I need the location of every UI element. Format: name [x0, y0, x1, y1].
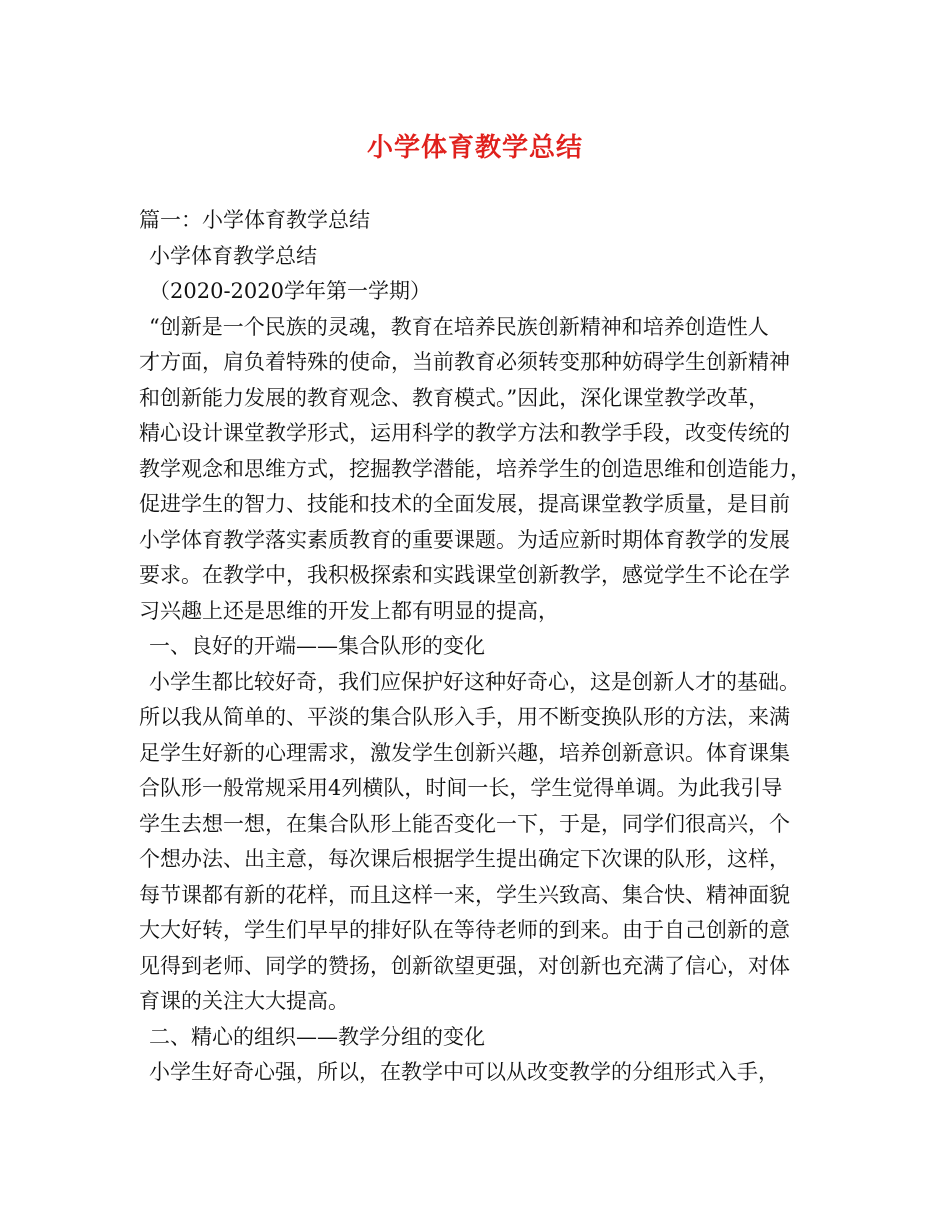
body-line: 见得到老师、同学的赞扬，创新欲望更强，对创新也充满了信心，对体: [139, 953, 790, 978]
body-line: 个想办法、出主意，每次课后根据学生提出确定下次课的队形，这样，: [139, 847, 790, 871]
body-line: 育课的关注大大提高。: [139, 989, 349, 1013]
body-line: 每节课都有新的花样，而且这样一来，学生兴致高、集合快、精神面貌: [139, 882, 790, 907]
body-line: （2020-2020学年第一学期）: [149, 279, 431, 303]
body-line: 小学生好奇心强，所以，在教学中可以从改变教学的分组形式入手，: [149, 1060, 779, 1084]
body-line: “创新是一个民族的灵魂，教育在培养民族创新精神和培养创造性人: [149, 314, 769, 339]
body-line: 习兴趣上还是思维的开发上都有明显的提高，: [139, 598, 559, 623]
body-line: 合队形一般常规采用4列横队，时间一长，学生觉得单调。为此我引导: [139, 776, 783, 800]
body-line: 小学体育教学总结: [149, 243, 317, 268]
document-title: 小学体育教学总结: [366, 133, 583, 163]
body-line: 所以我从简单的、平淡的集合队形入手，用不断变换队形的方法，来满: [139, 705, 790, 729]
body-line: 学生去想一想，在集合队形上能否变化一下，于是，同学们很高兴，个: [139, 811, 790, 836]
document-body: [139, 203, 839, 1091]
body-line: 一、良好的开端——集合队形的变化: [149, 634, 485, 658]
body-line: 促进学生的智力、技能和技术的全面发展，提高课堂教学质量，是目前: [139, 492, 790, 516]
body-line: 小学体育教学落实素质教育的重要课题。为适应新时期体育教学的发展: [139, 527, 790, 552]
body-line: 和创新能力发展的教育观念、教育模式。”因此，深化课堂教学改革，: [139, 385, 770, 410]
body-line: 才方面，肩负着特殊的使命，当前教育必须转变那种妨碍学生创新精神: [139, 350, 790, 374]
body-line: 大大好转，学生们早早的排好队在等待老师的到来。由于自己创新的意: [139, 918, 790, 942]
body-line: 要求。在教学中，我积极探索和实践课堂创新教学，感觉学生不论在学: [139, 563, 790, 587]
body-line: 篇一：小学体育教学总结: [139, 208, 370, 232]
body-line: 精心设计课堂教学形式，运用科学的教学方法和教学手段，改变传统的: [139, 421, 790, 445]
body-line: 教学观念和思维方式，挖掘教学潜能，培养学生的创造思维和创造能力，: [139, 456, 811, 481]
body-line: 二、精心的组织——教学分组的变化: [149, 1024, 485, 1049]
body-line: 足学生好新的心理需求，激发学生创新兴趣，培养创新意识。体育课集: [139, 740, 790, 765]
body-line: 小学生都比较好奇，我们应保护好这种好奇心，这是创新人才的基础。: [149, 669, 800, 694]
